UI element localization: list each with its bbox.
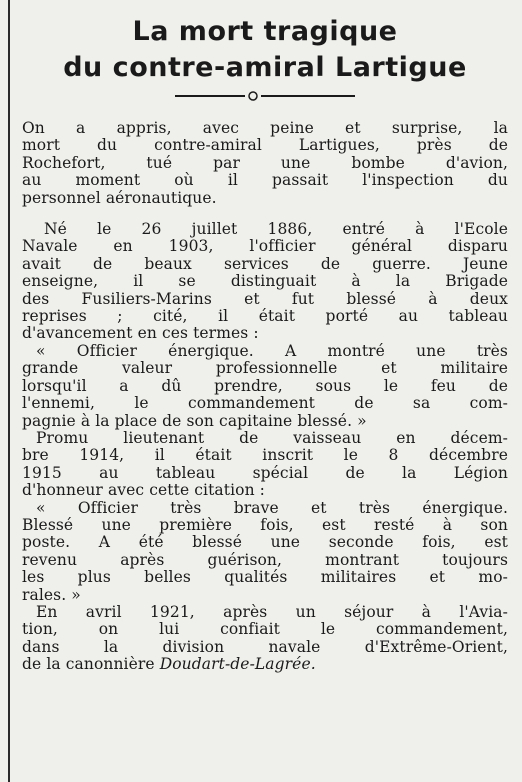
text-line: dans la division navale d'Extrême-Orient, (22, 637, 508, 656)
ship-name: Doudart-de-Lagrée. (159, 655, 316, 674)
quote-line: « Officier énergique. A montré une très (36, 341, 508, 360)
quote-line: Blessé une première fois, est resté à son (22, 515, 508, 534)
text-line: enseigne, il se distinguait à la Brigade (22, 272, 508, 291)
text-line: Promu lieutenant de vaisseau en décem- (36, 428, 508, 447)
text-line (22, 656, 508, 673)
text-line: d'avancement en ces termes : (22, 324, 259, 343)
text-fragment: de la canonnière (22, 655, 155, 674)
quote-line: grande valeur professionnelle et militaire (22, 359, 508, 378)
text-line: mort du contre-amiral Lartigues, près de (22, 136, 508, 155)
text-line: En avril 1921, après un séjour à l'Avia- (36, 602, 508, 621)
text-line: personnel aéronautique. (22, 188, 217, 207)
text-line: 1915 au tableau spécial de la Légion (22, 463, 508, 482)
paragraph-intro (22, 120, 508, 207)
quote-line: « Officier très brave et très énergique. (36, 498, 508, 517)
text-line: On a appris, avec peine et surprise, la (22, 119, 508, 137)
text-line: bre 1914, il était inscrit le 8 décembre (22, 446, 508, 465)
quote-line: revenu après guérison, montrant toujours (22, 550, 508, 569)
text-line: au moment où il passait l'inspection du (22, 171, 508, 190)
text-line: d'honneur avec cette citation : (22, 481, 266, 500)
quote-line: les plus belles qualités militaires et mo- (22, 568, 508, 587)
text-line: Né le 26 juillet 1886, entré à l'Ecole (44, 220, 508, 239)
text-line: Navale en 1903, l'officier général disparu (22, 237, 508, 256)
headline-line-1: La mort tragique (132, 16, 398, 47)
quote-line: rales. » (22, 585, 81, 604)
text-line: des Fusiliers-Marins et fut blessé à deux (22, 289, 508, 308)
newspaper-article (22, 14, 508, 688)
headline (22, 14, 508, 86)
quote-line: lorsqu'il a dû prendre, sous le feu de (22, 376, 508, 395)
quote-line: l'ennemi, le commandement de sa com- (22, 394, 508, 413)
headline-line-2: du contre-amiral Lartigue (63, 52, 467, 83)
column-rule (8, 0, 10, 782)
text-line: tion, on lui confiait le commandement, (22, 620, 508, 639)
quote-line: pagnie à la place de son capitaine blessé. » (22, 411, 367, 430)
ornament-divider (175, 90, 355, 102)
text-line: avait de beaux services de guerre. Jeune (22, 254, 508, 273)
quote-line: poste. A été blessé une seconde fois, est (22, 533, 508, 552)
paragraph-career (22, 221, 508, 674)
text-line: Rochefort, tué par une bombe d'avion, (22, 153, 508, 172)
text-line: reprises ; cité, il était porté au tableau (22, 307, 508, 326)
